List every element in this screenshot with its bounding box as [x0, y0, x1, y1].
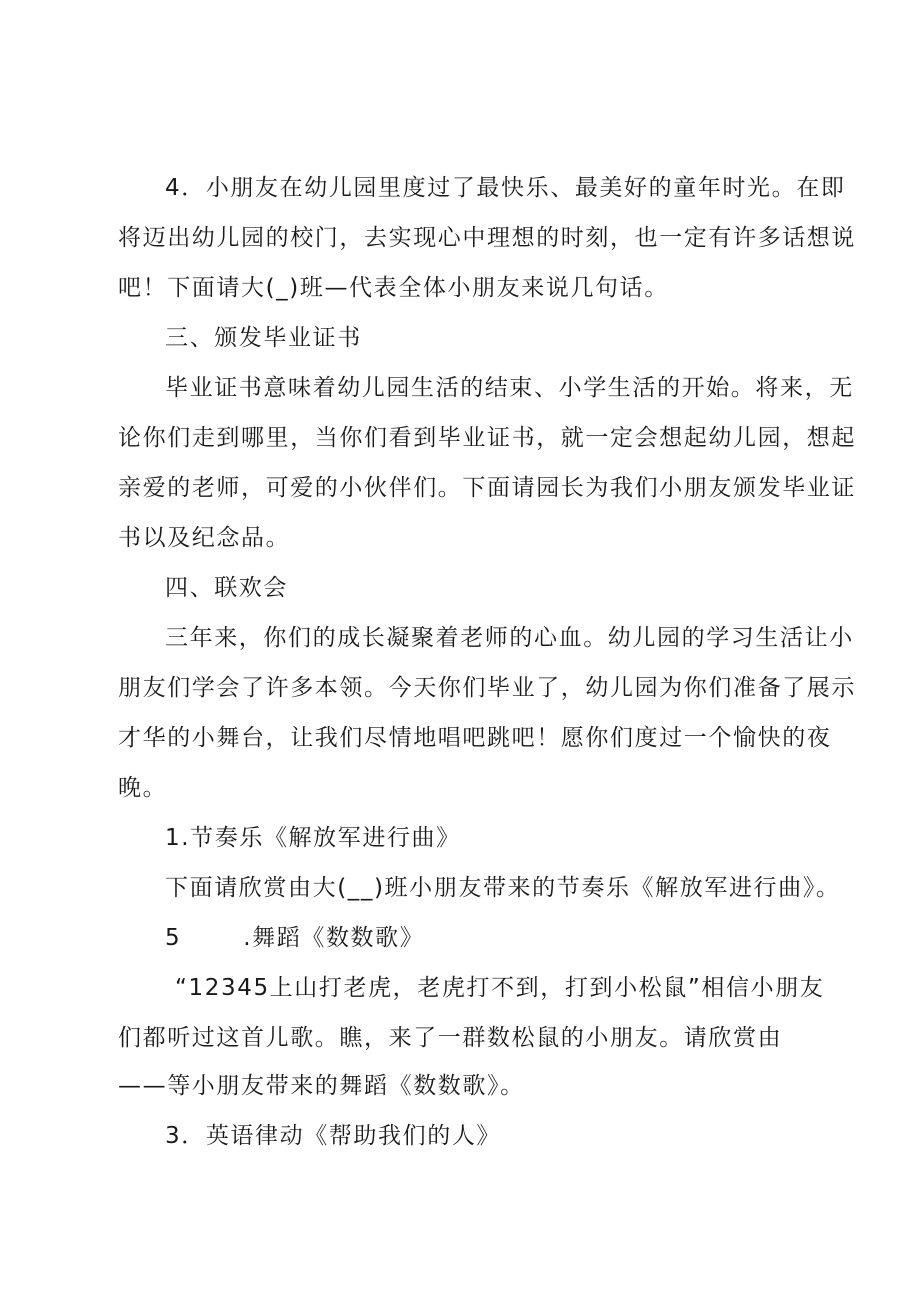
program-item-2-text-line-1: “12345上山打老虎，老虎打不到，打到小松鼠”相信小朋友 — [175, 975, 825, 1001]
party-paragraph-line-3: 才华的小舞台，让我们尽情地唱吧跳吧！愿你们度过一个愉快的夜 — [118, 725, 832, 751]
certificate-paragraph-line-4: 书以及纪念品。 — [118, 525, 291, 551]
program-item-3-title: 3．英语律动《帮助我们的人》 — [165, 1123, 502, 1149]
certificate-paragraph-line-2: 论你们走到哪里，当你们看到毕业证书，就一定会想起幼儿园，想起 — [118, 425, 856, 451]
program-item-2-title: .舞蹈《数数歌》 — [243, 925, 425, 951]
paragraph-4-line-2: 将迈出幼儿园的校门，去实现心中理想的时刻，也一定有许多话想说 — [118, 225, 856, 251]
program-item-1-text: 下面请欣赏由大(__)班小朋友带来的节奏乐《解放军进行曲》。 — [165, 875, 841, 901]
section-heading-party: 四、联欢会 — [165, 575, 288, 601]
paragraph-4-line-1: 4．小朋友在幼儿园里度过了最快乐、最美好的童年时光。在即 — [165, 175, 846, 201]
certificate-paragraph-line-3: 亲爱的老师，可爱的小伙伴们。下面请园长为我们小朋友颁发毕业证 — [118, 475, 856, 501]
program-item-2-text-line-3: ——等小朋友带来的舞蹈《数数歌》。 — [118, 1073, 525, 1099]
certificate-paragraph-line-1: 毕业证书意味着幼儿园生活的结束、小学生活的开始。将来，无 — [165, 375, 854, 401]
section-heading-award-certificates: 三、颁发毕业证书 — [165, 325, 362, 351]
party-paragraph-line-2: 朋友们学会了许多本领。今天你们毕业了，幼儿园为你们准备了展示 — [118, 675, 856, 701]
program-item-2-title-row — [165, 923, 424, 953]
party-paragraph-line-4: 晚。 — [118, 775, 168, 801]
program-item-2-number: 5 — [165, 925, 182, 951]
program-item-1-title: 1.节奏乐《解放军进行曲》 — [165, 825, 461, 851]
program-item-2-text-line-2: 们都听过这首儿歌。瞧，来了一群数松鼠的小朋友。请欣赏由 — [118, 1025, 783, 1051]
paragraph-4-line-3: 吧！下面请大(_)班—代表全体小朋友来说几句话。 — [118, 275, 669, 301]
party-paragraph-line-1: 三年来，你们的成长凝聚着老师的心血。幼儿园的学习生活让小 — [165, 625, 854, 651]
